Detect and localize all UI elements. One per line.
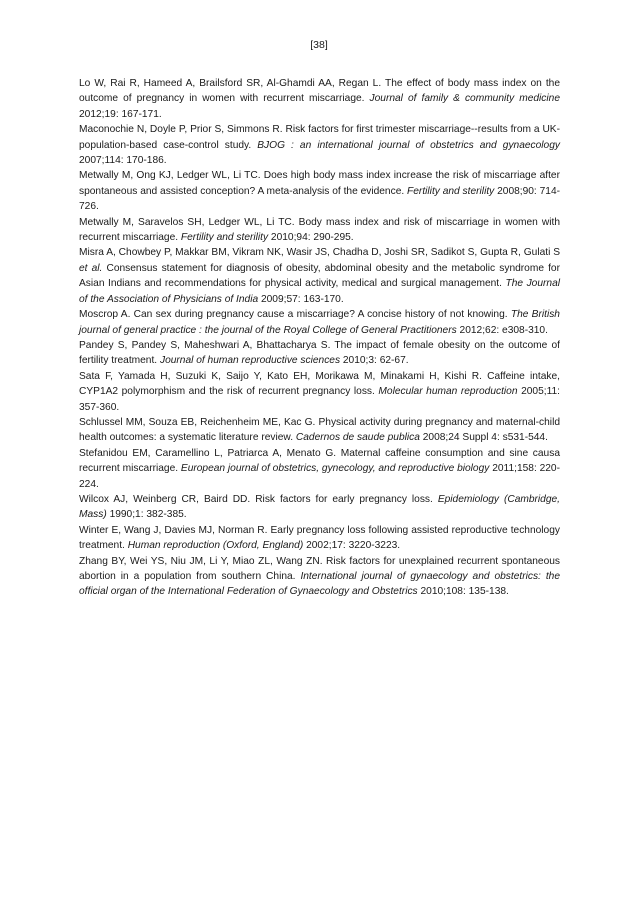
reference-item <box>79 369 560 415</box>
reference-details: 2002;17: 3220-3223. <box>303 540 401 552</box>
reference-text: Pandey S, Pandey S, Maheshwari A, Bhattacharya S. The impact of female obesity on the outcome of fertility treatment. <box>79 339 560 367</box>
reference-details: 2012;19: 167-171. <box>79 108 162 120</box>
reference-text: Maconochie N, Doyle P, Prior S, Simmons R. Risk factors for first trimester miscarriage--results from a UK-population-based case-control study. <box>79 124 560 151</box>
reference-text: Zhang BY, Wei YS, Niu JM, Li Y, Miao ZL, Wang ZN. Risk factors for unexplained recurrent spontaneous abortion in a population from southern China. <box>79 555 560 582</box>
reference-journal: Epidemiology (Cambridge, Mass) <box>79 493 560 521</box>
reference-text: Winter E, Wang J, Davies MJ, Norman R. Early pregnancy loss following assisted reproductive technology treatment. <box>79 524 560 552</box>
reference-journal: Molecular human reproduction <box>378 386 518 398</box>
reference-list <box>79 76 560 600</box>
reference-journal: The Journal of the Association of Physicians of India <box>79 278 560 305</box>
reference-item <box>79 446 560 492</box>
reference-item <box>79 492 560 523</box>
reference-text: Metwally M, Ong KJ, Ledger WL, Li TC. Does high body mass index increase the risk of miscarriage after spontaneous and assisted conception? A meta-analysis of the evidence. <box>79 170 560 197</box>
reference-text: Metwally M, Saravelos SH, Ledger WL, Li TC. Body mass index and risk of miscarriage in women with recurrent miscarriage. <box>79 216 560 244</box>
reference-journal: Journal of human reproductive sciences <box>159 355 341 367</box>
reference-details: 2009;57: 163-170. <box>258 293 344 305</box>
reference-text: Sata F, Yamada H, Suzuki K, Saijo Y, Kato EH, Morikawa M, Minakami H, Kishi R. Caffeine intake, CYP1A2 polymorphism and the risk of recurrent pregnancy loss. <box>79 370 560 398</box>
reference-details: 2010;94: 290-295. <box>268 232 354 244</box>
reference-journal: Cadernos de saude publica <box>295 432 420 444</box>
reference-item <box>79 245 560 307</box>
reference-text: Lo W, Rai R, Hameed A, Brailsford SR, Al-Ghamdi AA, Regan L. The effect of body mass index on the outcome of pregnancy in women with recurrent miscarriage. <box>79 78 560 105</box>
reference-item <box>79 168 560 214</box>
reference-journal: International journal of gynaecology and obstetrics: the official organ of the International Federation of Gynaecology and Obstetrics <box>79 571 560 598</box>
reference-item <box>79 415 560 446</box>
reference-journal: The British journal of general practice : the journal of the Royal College of General Practitioners <box>79 309 560 336</box>
page-number: [38] <box>310 39 328 51</box>
reference-text: Misra A, Chowbey P, Makkar BM, Vikram NK, Wasir JS, Chadha D, Joshi SR, Sadikot S, Gupta R, Gulati S <box>79 247 560 259</box>
reference-item <box>79 215 560 246</box>
reference-details: 2011;158: 220-224. <box>79 463 560 490</box>
reference-details: 2005;11: 357-360. <box>79 386 560 413</box>
reference-item <box>79 523 560 554</box>
reference-item <box>79 554 560 600</box>
reference-text: Moscrop A. Can sex during pregnancy cause a miscarriage? A concise history of not knowing. <box>79 309 511 321</box>
reference-journal: BJOG : an international journal of obstetrics and gynaecology <box>257 139 560 151</box>
reference-details: 2010;3: 62-67. <box>340 355 409 367</box>
reference-journal: Fertility and sterility <box>180 232 269 244</box>
reference-journal: Journal of family & community medicine <box>369 93 560 105</box>
reference-details: 2007;114: 170-186. <box>79 155 167 167</box>
reference-text: Schlussel MM, Souza EB, Reichenheim ME, Kac G. Physical activity during pregnancy and maternal-child health outcomes: a systematic literature review. <box>79 416 560 444</box>
reference-item <box>79 307 560 338</box>
reference-etal: et al. <box>79 262 103 274</box>
reference-journal: Human reproduction (Oxford, England) <box>127 540 304 552</box>
reference-item <box>79 122 560 168</box>
reference-journal: European journal of obstetrics, gynecology, and reproductive biology <box>180 463 490 475</box>
reference-details: 2008;90: 714-726. <box>79 185 560 213</box>
reference-text: Wilcox AJ, Weinberg CR, Baird DD. Risk factors for early pregnancy loss. <box>79 493 438 505</box>
reference-details: 2010;108: 135-138. <box>417 586 509 598</box>
reference-details: 2012;62: e308-310. <box>456 324 548 336</box>
reference-details: 1990;1: 382-385. <box>106 509 187 521</box>
reference-journal: Fertility and sterility <box>407 185 495 197</box>
reference-item <box>79 76 560 122</box>
reference-item <box>79 338 560 369</box>
reference-text-continued: Consensus statement for diagnosis of obesity, abdominal obesity and the metabolic syndrome for Asian Indians and recommendations for physical activity, medical and surgical management. <box>79 262 560 290</box>
reference-text: Stefanidou EM, Caramellino L, Patriarca A, Menato G. Maternal caffeine consumption and sine causa recurrent miscarriage. <box>79 447 560 475</box>
reference-details: 2008;24 Suppl 4: s531-544. <box>419 432 548 444</box>
